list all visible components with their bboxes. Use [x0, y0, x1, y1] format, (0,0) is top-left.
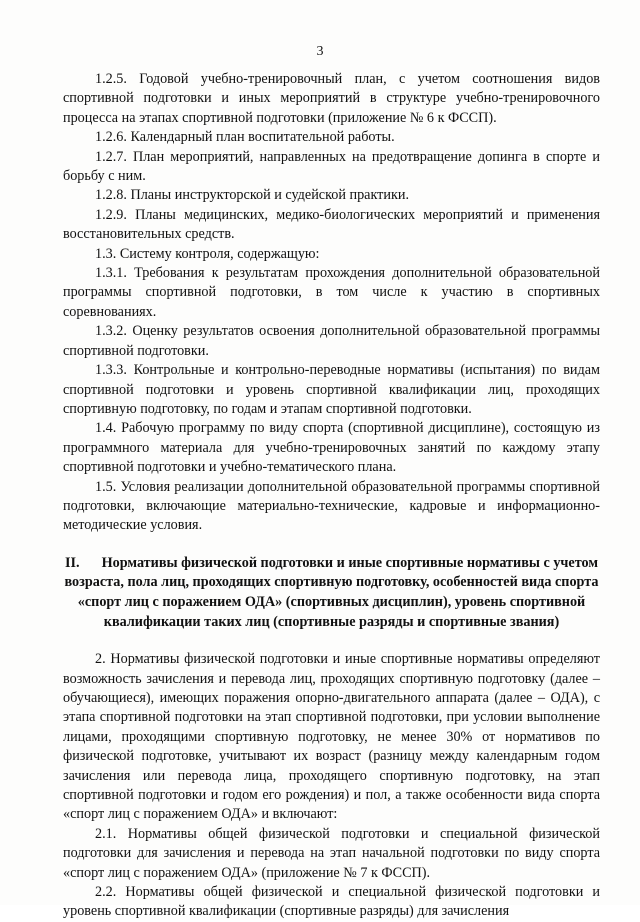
paragraph-1-2-9: 1.2.9. Планы медицинских, медико-биологических мероприятий и применения восстановительных средств.: [63, 206, 600, 243]
document-body: [63, 70, 600, 922]
paragraph-1-3: 1.3. Систему контроля, содержащую:: [95, 245, 320, 262]
paragraph-1-3-1: 1.3.1. Требования к результатам прохождения дополнительной образовательной программы спортивной подготовки, в том числе к участию в спортивных соревнованиях.: [63, 265, 600, 320]
paragraph-2-1: 2.1. Нормативы общей физической подготовки и специальной физической подготовки для зачисления и перевода на этап начальной подготовки по виду спорта «спорт лиц с поражением ОДА» (приложение № 7 к ФССП).: [63, 825, 600, 881]
paragraph-1-3-2: 1.3.2. Оценку результатов освоения дополнительной образовательной программы спортивной подготовки.: [63, 323, 600, 359]
section-title: Нормативы физической подготовки и иные спортивные нормативы с учетом возраста, пола лиц, проходящих спортивную подготовку, особенностей вида спорта «спорт лиц с поражением ОДА» (спортивных дисциплин), уровень спортивной квалификации таких лиц (спортивные разряды и спортивные звания): [64, 554, 599, 630]
paragraph-1-2-6: 1.2.6. Календарный план воспитательной работы.: [95, 129, 395, 146]
section-heading: [63, 554, 600, 632]
paragraph-1-5: 1.5. Условия реализации дополнительной образовательной программы спортивной подготовки, включающие материально-технические, кадровые и информационно-методические условия.: [63, 478, 600, 534]
paragraph-2: 2. Нормативы физической подготовки и иные спортивные нормативы определяют возможность зачисления и перевода лиц, проходящих спортивную подготовку (далее – обучающиеся), имеющих поражения опорно-двигательного аппарата (далее – ОДА), с этапа спортивной подготовки на этап спортивной подготовки, при условии выполнение лицами, проходящими спортивную подготовку, не менее 30% от нормативов по физической подготовке, учитывают их возраст (разницу между календарным годом зачисления или перевода лица, проходящего спортивную подготовку, на этап спортивной подготовки и годом его рождения) и пол, а также особенности вида спорта «спорт лиц с поражением ОДА» и включают:: [63, 651, 600, 823]
page-number: 3: [316, 44, 324, 59]
paragraph-1-2-7: 1.2.7. План мероприятий, направленных на предотвращение допинга в спорте и борьбу с ним.: [63, 148, 600, 185]
paragraph-2-2: 2.2. Нормативы общей физической и специальной физической подготовки и уровень спортивной квалификации (спортивные разряды) для зачисления: [63, 884, 600, 920]
paragraph-1-3-3: 1.3.3. Контрольные и контрольно-переводные нормативы (испытания) по видам спортивной подготовки и уровень спортивной квалификации лиц, проходящих спортивную подготовку, по годам и этапам спортивной подготовки.: [63, 362, 600, 417]
paragraph-1-2-8: 1.2.8. Планы инструкторской и судейской практики.: [95, 187, 409, 204]
paragraph-1-2-5: 1.2.5. Годовой учебно-тренировочный план, с учетом соотношения видов спортивной подготовки и иных мероприятий в структуре учебно-тренировочного процесса на этапах спортивной подготовки (приложение № 6 к ФССП).: [63, 71, 600, 126]
section-number: II.: [64, 554, 80, 571]
paragraph-1-4: 1.4. Рабочую программу по виду спорта (спортивной дисциплине), состоящую из программного материала для учебно-тренировочных занятий по каждому этапу спортивной подготовки и учебно-тематического плана.: [63, 420, 600, 476]
